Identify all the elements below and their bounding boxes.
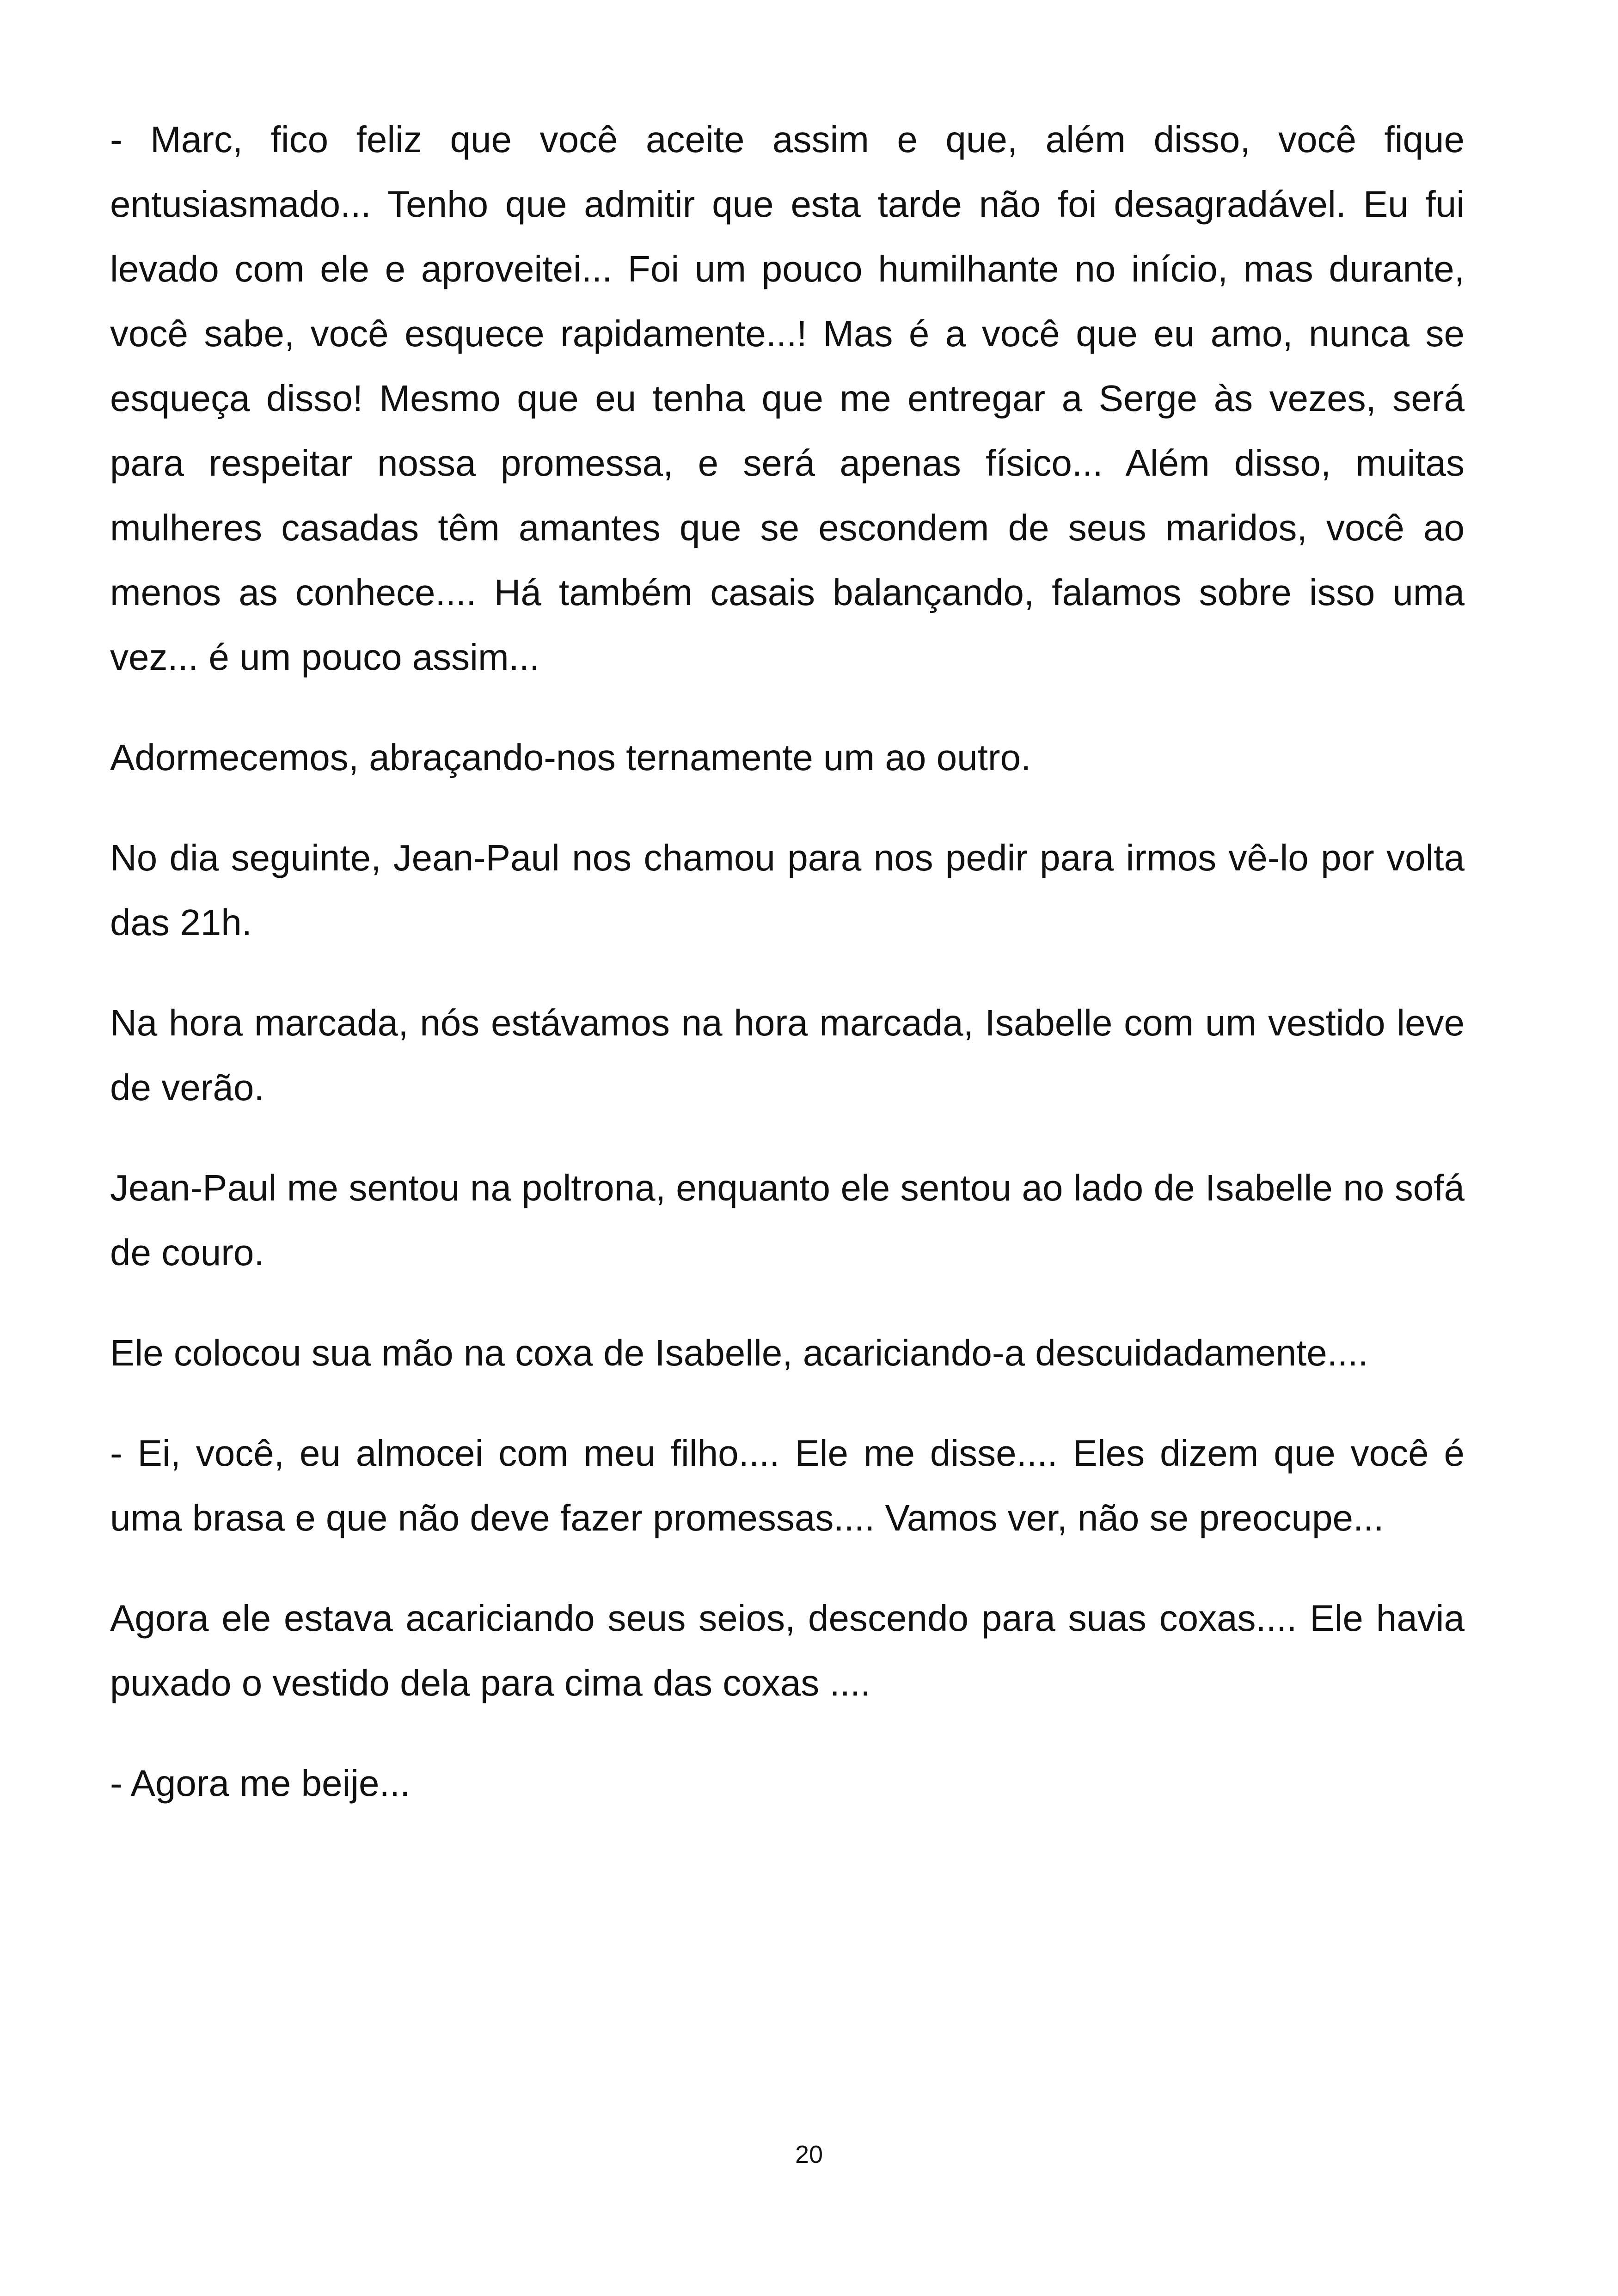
paragraph: Na hora marcada, nós estávamos na hora marcada, Isabelle com um vestido leve de verão.	[110, 1002, 1465, 1108]
body-text	[110, 107, 1465, 1851]
paragraph: Adormecemos, abraçando-nos ternamente um ao outro.	[110, 737, 1031, 778]
paragraph: No dia seguinte, Jean-Paul nos chamou para nos pedir para irmos vê-lo por volta das 21h.	[110, 837, 1465, 943]
paragraph: - Agora me beije...	[110, 1763, 411, 1804]
paragraph: Jean-Paul me sentou na poltrona, enquanto ele sentou ao lado de Isabelle no sofá de couro.	[110, 1167, 1465, 1273]
page-number: 20	[795, 2141, 823, 2168]
paragraph: Agora ele estava acariciando seus seios, descendo para suas coxas.... Ele havia puxado o vestido dela para cima das coxas ....	[110, 1598, 1465, 1703]
paragraph: Ele colocou sua mão na coxa de Isabelle, acariciando-a descuidadamente....	[110, 1332, 1368, 1373]
paragraph: - Ei, você, eu almocei com meu filho.... Ele me disse.... Eles dizem que você é uma brasa e que não deve fazer promessas.... Vamos ver, não se preocupe...	[110, 1433, 1465, 1538]
paragraph: - Marc, fico feliz que você aceite assim e que, além disso, você fique entusiasmado... Tenho que admitir que esta tarde não foi desagradável. Eu fui levado com ele e aproveitei... Foi um pouco humilhante no início, mas durante, você sabe, você esquece rapidamente...! Mas é a você que eu amo, nunca se esqueça disso! Mesmo que eu tenha que me entregar a Serge às vezes, será para respeitar nossa promessa, e será apenas físico... Além disso, muitas mulheres casadas têm amantes que se escondem de seus maridos, você ao menos as conhece.... Há também casais balançando, falamos sobre isso uma vez... é um pouco assim...	[110, 119, 1465, 678]
